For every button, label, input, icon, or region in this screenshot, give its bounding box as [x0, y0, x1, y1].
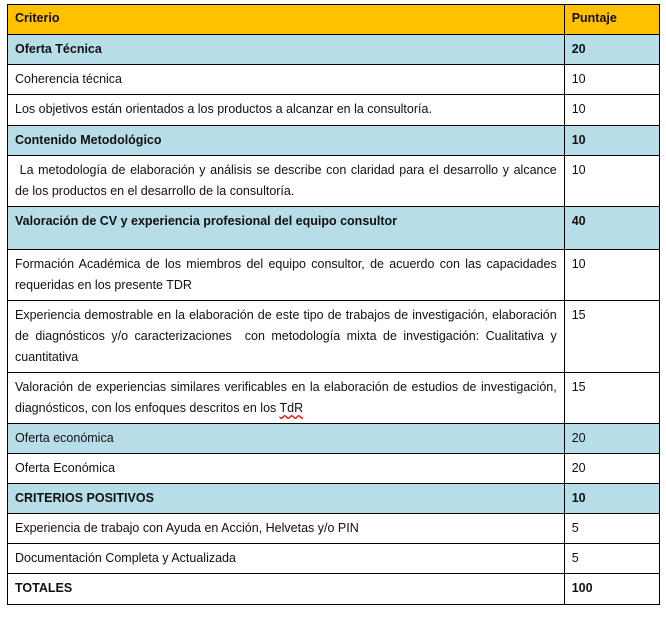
- criterio-cell: La metodología de elaboración y análisis se describe con claridad para el desarrollo y alcance de los productos en el desarrollo de la consultoría.: [8, 156, 565, 207]
- puntaje-cell: 15: [564, 373, 659, 424]
- table-row: [8, 373, 660, 424]
- criterio-cell: Experiencia demostrable en la elaboración de este tipo de trabajos de investigación, elaboración de diagnósticos y/o caracterizaciones con metodología mixta de investigación: Cualitativa y cuantitativa: [8, 301, 565, 373]
- table-row: [8, 544, 660, 574]
- evaluation-criteria-table: [7, 4, 660, 605]
- puntaje-cell: 5: [564, 514, 659, 544]
- puntaje-cell: 10: [564, 250, 659, 301]
- criterio-cell: Experiencia de trabajo con Ayuda en Acción, Helvetas y/o PIN: [8, 514, 565, 544]
- puntaje-cell: 10: [564, 484, 659, 514]
- criterio-cell: Formación Académica de los miembros del equipo consultor, de acuerdo con las capacidades requeridas en los presente TDR: [8, 250, 565, 301]
- header-puntaje: Puntaje: [564, 5, 659, 35]
- spellcheck-underlined-word: TdR: [279, 401, 304, 415]
- puntaje-cell: 10: [564, 126, 659, 156]
- criterio-cell: Oferta Económica: [8, 454, 565, 484]
- section-row-contenido-metodologico: [8, 126, 660, 156]
- section-row-criterios-positivos: [8, 484, 660, 514]
- table-row: [8, 250, 660, 301]
- table-row: [8, 65, 660, 95]
- table-row: [8, 156, 660, 207]
- criterio-cell: Documentación Completa y Actualizada: [8, 544, 565, 574]
- table-row: [8, 95, 660, 126]
- criterio-cell: TOTALES: [8, 574, 565, 605]
- totals-row: [8, 574, 660, 605]
- section-row-valoracion-cv: [8, 207, 660, 250]
- table-row: [8, 454, 660, 484]
- puntaje-cell: 15: [564, 301, 659, 373]
- puntaje-cell: 20: [564, 454, 659, 484]
- puntaje-cell: 10: [564, 156, 659, 207]
- criterio-cell: Los objetivos están orientados a los productos a alcanzar en la consultoría.: [8, 95, 565, 126]
- table-header-row: [8, 5, 660, 35]
- section-row-oferta-tecnica: [8, 35, 660, 65]
- puntaje-cell: 10: [564, 95, 659, 126]
- puntaje-cell: 20: [564, 35, 659, 65]
- puntaje-cell: 20: [564, 424, 659, 454]
- criterio-cell: Oferta económica: [8, 424, 565, 454]
- criterio-text: Valoración de experiencias similares verificables en la elaboración de estudios de investigación, diagnósticos, con los enfoques descritos en los: [15, 380, 557, 415]
- criterio-cell: Valoración de CV y experiencia profesional del equipo consultor: [8, 207, 565, 250]
- criterio-cell: Oferta Técnica: [8, 35, 565, 65]
- table-row: [8, 514, 660, 544]
- header-criterio: Criterio: [8, 5, 565, 35]
- criterio-cell: [8, 373, 565, 424]
- puntaje-cell: 5: [564, 544, 659, 574]
- criterio-cell: Coherencia técnica: [8, 65, 565, 95]
- section-row-oferta-economica: [8, 424, 660, 454]
- puntaje-cell: 100: [564, 574, 659, 605]
- criterio-cell: CRITERIOS POSITIVOS: [8, 484, 565, 514]
- puntaje-cell: 40: [564, 207, 659, 250]
- table-row: [8, 301, 660, 373]
- puntaje-cell: 10: [564, 65, 659, 95]
- criterio-cell: Contenido Metodológico: [8, 126, 565, 156]
